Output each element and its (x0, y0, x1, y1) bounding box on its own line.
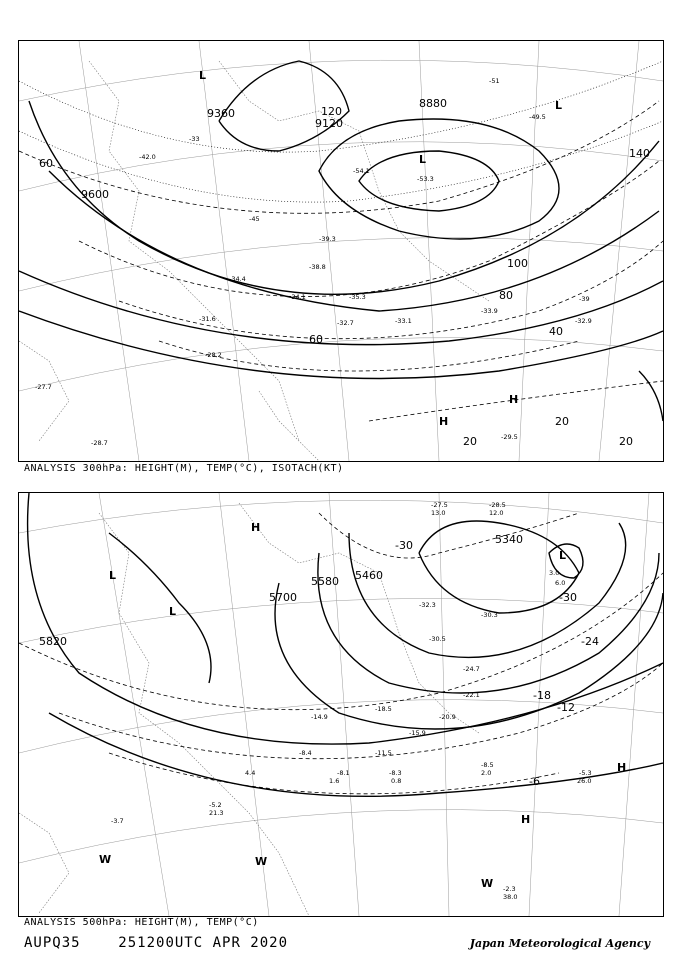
temp-label: -29.5 (501, 433, 518, 441)
warm-center: W (99, 853, 112, 866)
station-value: -24.7 (463, 665, 480, 673)
height-label-9600: 9600 (81, 188, 109, 201)
temp-label: -42.0 (139, 153, 156, 161)
high-center: H (521, 813, 531, 826)
station-value: -8.3 (389, 769, 402, 777)
height-label-5460: 5460 (355, 569, 383, 582)
high-center: H (509, 393, 519, 406)
temp-label: -45 (249, 215, 260, 223)
temp-label: -53.3 (417, 175, 434, 183)
map-300hpa-canvas (19, 41, 663, 461)
map-300hpa (18, 40, 664, 462)
isotherm-label: -30 (395, 539, 413, 552)
isotach-label: 120 (321, 105, 342, 118)
isotherm-label: -18 (533, 689, 551, 702)
temp-label: -32.7 (337, 319, 354, 327)
height-label-5700: 5700 (269, 591, 297, 604)
station-value: -30.3 (481, 611, 498, 619)
station-value: 38.0 (503, 893, 518, 901)
warm-center: W (481, 877, 494, 890)
temp-label: -35.3 (349, 293, 366, 301)
station-value: -8.5 (481, 761, 494, 769)
station-value: -5.3 (579, 769, 592, 777)
height-label-9360: 9360 (207, 107, 235, 120)
station-value: 26.0 (577, 777, 592, 785)
station-value: -32.3 (419, 601, 436, 609)
temp-label: -28.7 (91, 439, 108, 447)
isotach-label: 100 (507, 257, 528, 270)
station-value: -8.4 (299, 749, 312, 757)
isotach-label: 20 (555, 415, 569, 428)
station-value: 12.0 (489, 509, 504, 517)
height-label-5340: 5340 (495, 533, 523, 546)
low-center: L (169, 605, 177, 618)
temp-label: -54.1 (353, 167, 370, 175)
temp-label: -34.1 (289, 293, 306, 301)
station-value: -2.3 (503, 885, 516, 893)
station-value: -3.7 (111, 817, 124, 825)
product-code: AUPQ35 (24, 935, 81, 951)
station-value: -18.5 (375, 705, 392, 713)
station-value: 3.0 (549, 569, 560, 577)
isotach-label: 80 (499, 289, 513, 302)
isotherm-label: -30 (559, 591, 577, 604)
temp-label: -38.8 (309, 263, 326, 271)
warm-center: W (255, 855, 268, 868)
station-value: -5.2 (209, 801, 222, 809)
isotherm-label: -6 (529, 775, 540, 788)
panel-caption-300hpa: ANALYSIS 300hPa: HEIGHT(M), TEMP(°C), ISOTACH(KT) (24, 463, 344, 474)
isotherm-label: -24 (581, 635, 599, 648)
station-value: -8.1 (337, 769, 350, 777)
isotach-label: 140 (629, 147, 650, 160)
temp-label: -39 (579, 295, 590, 303)
isotach-label: 20 (463, 435, 477, 448)
height-label-8880: 8880 (419, 97, 447, 110)
station-value: -20.9 (439, 713, 456, 721)
temperature-isotherms (19, 61, 663, 202)
map-500hpa (18, 492, 664, 917)
low-center: L (555, 99, 563, 112)
station-value: -30.5 (429, 635, 446, 643)
temp-label: -31.6 (199, 315, 216, 323)
coastline (19, 61, 489, 461)
station-value: 13.0 (431, 509, 446, 517)
station-value: -27.5 (431, 501, 448, 509)
temp-label: -34.4 (229, 275, 246, 283)
coastline (19, 503, 479, 916)
low-center: L (199, 69, 207, 82)
station-value: 2.0 (481, 769, 492, 777)
low-center: L (419, 153, 427, 166)
high-center: H (251, 521, 261, 534)
height-contours (28, 493, 663, 796)
temp-label: -33.9 (481, 307, 498, 315)
graticule (19, 41, 663, 461)
height-label-5580: 5580 (311, 575, 339, 588)
station-value: 1.6 (329, 777, 340, 785)
temp-label: -39.3 (319, 235, 336, 243)
station-value: -22.1 (463, 691, 480, 699)
station-value: -11.5 (375, 749, 392, 757)
station-value: 4.4 (245, 769, 256, 777)
station-value: -14.9 (311, 713, 328, 721)
station-value: 0.8 (391, 777, 402, 785)
height-label-9120: 9120 (315, 117, 343, 130)
panel-caption-500hpa: ANALYSIS 500hPa: HEIGHT(M), TEMP(°C) (24, 917, 259, 928)
temp-label: -27.7 (35, 383, 52, 391)
isotach-label: 60 (39, 157, 53, 170)
temp-label: -49.5 (529, 113, 546, 121)
low-center: L (109, 569, 117, 582)
temp-label: -28.2 (205, 351, 222, 359)
isotach-label: 60 (309, 333, 323, 346)
valid-time: 251200UTC APR 2020 (118, 935, 289, 951)
temp-label: -33.1 (395, 317, 412, 325)
temp-label: -32.9 (575, 317, 592, 325)
high-center: H (617, 761, 627, 774)
high-center: H (439, 415, 449, 428)
map-500hpa-canvas (19, 493, 663, 916)
temp-label: -33 (189, 135, 200, 143)
height-label-5820: 5820 (39, 635, 67, 648)
isotach-label: 40 (549, 325, 563, 338)
isotach-label: 20 (619, 435, 633, 448)
station-value: -15.9 (409, 729, 426, 737)
station-value: -28.5 (489, 501, 506, 509)
agency-credit: Japan Meteorological Agency (469, 937, 650, 950)
isotherm-label: -12 (557, 701, 575, 714)
chart-identifier (24, 935, 288, 951)
temp-label: -51 (489, 77, 500, 85)
station-value: 21.3 (209, 809, 224, 817)
station-value: 6.0 (555, 579, 566, 587)
low-center: L (559, 549, 567, 562)
